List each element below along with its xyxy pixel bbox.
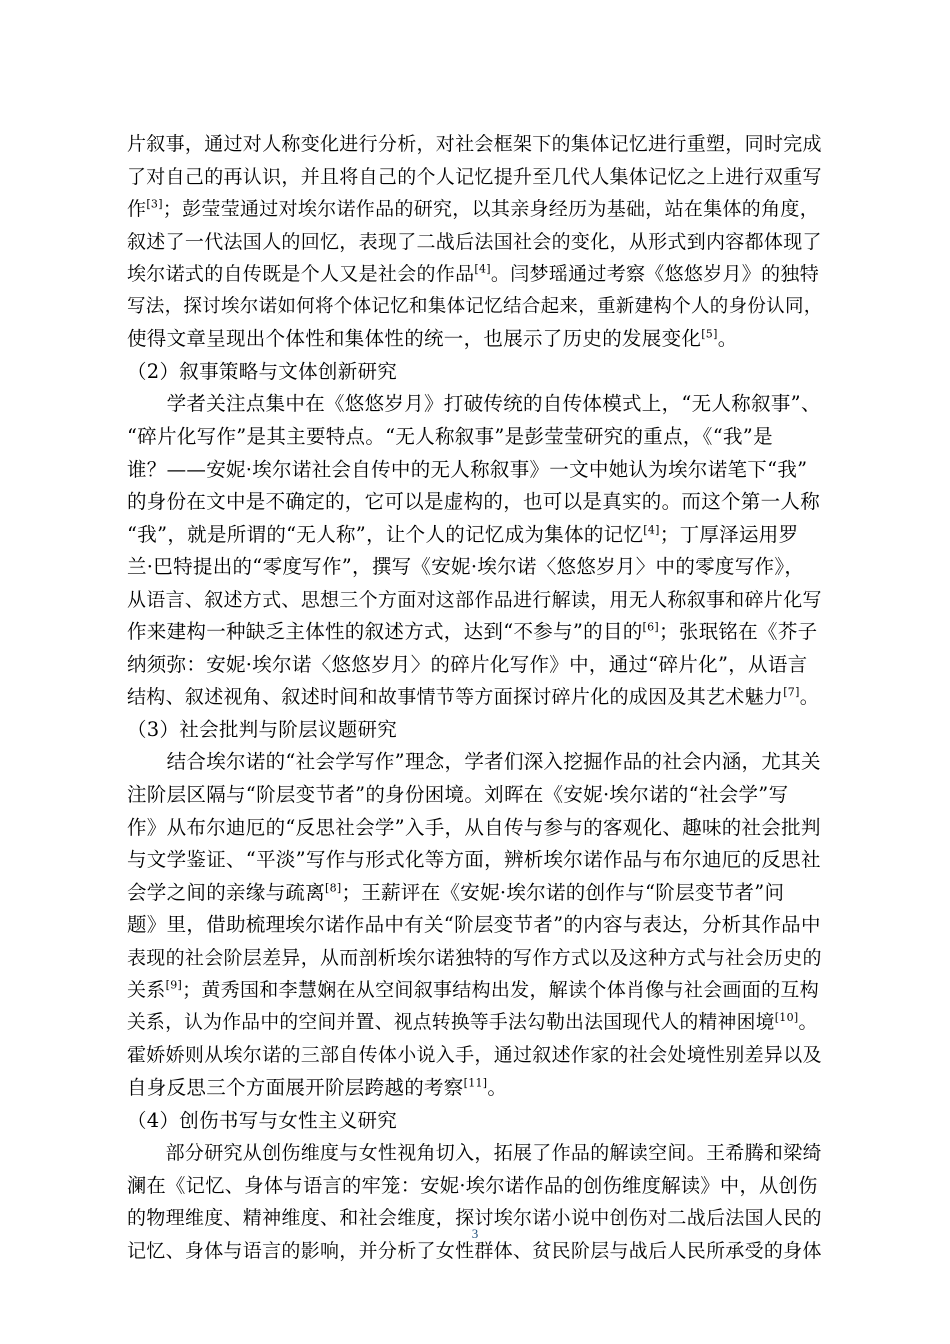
text-line: 了对自己的再认识，并且将自己的个人记忆提升至几代人集体记忆之上进行双重写 [127, 165, 822, 188]
text-line: “碎片化写作”是其主要特点。“无人称叙事”是彭莹莹研究的重点，《“我”是 [127, 424, 773, 448]
text-line: 叙述了一代法国人的回忆，表现了二战后法国社会的变化，从形式到内容都体现了 [127, 230, 822, 253]
text-line: 纳须弥：安妮·埃尔诺〈悠悠岁月〉的碎片化写作》中，通过“碎片化”，从语言 [127, 652, 808, 676]
text-line: 作》从布尔迪厄的“反思社会学”入手，从自传与参与的客观化、趣味的社会批判 [127, 815, 821, 839]
text-line: 关系，认为作品中的空间并置、视点转换等手法勾勒出法国现代人的精神困境[10]。 [127, 1010, 818, 1033]
text-line: 表现的社会阶层差异，从而剖析埃尔诺独特的写作方式以及这种方式与社会历史的 [127, 946, 822, 969]
text-line: 片叙事，通过对人称变化进行分析，对社会框架下的集体记忆进行重塑，同时完成 [127, 133, 822, 155]
text-line: 题》里，借助梳理埃尔诺作品中有关“阶层变节者”的内容与表达，分析其作品中 [127, 913, 821, 937]
text-line: 作[3]；彭莹莹通过对埃尔诺作品的研究，以其亲身经历为基础，站在集体的角度， [127, 197, 819, 221]
text-line: 兰·巴特提出的“零度写作”，撰写《安妮·埃尔诺〈悠悠岁月〉中的零度写作》， [127, 555, 805, 579]
text-line: 会学之间的亲缘与疏离[8]；王薪评在《安妮·埃尔诺的创作与“阶层变节者”问 [127, 880, 785, 904]
text-line: 学者关注点集中在《悠悠岁月》打破传统的自传体模式上，“无人称叙事”、 [127, 392, 821, 416]
text-line: 结构、叙述视角、叙述时间和故事情节等方面探讨碎片化的成因及其艺术魅力[7]。 [127, 686, 819, 709]
text-line: 部分研究从创伤维度与女性视角切入，拓展了作品的解读空间。王希腾和梁绮 [127, 1142, 822, 1165]
text-line: 作来建构一种缺乏主体性的叙述方式，达到“不参与”的目的[6]；张珉铭在《芥子 [127, 620, 818, 644]
text-line: 写法，探讨埃尔诺如何将个体记忆和集体记忆结合起来，重新建构个人的身份认同， [127, 295, 823, 317]
text-line: 的物理维度、精神维度、和社会维度，探讨埃尔诺小说中创伤对二战后法国人民的 [127, 1207, 822, 1230]
text-line: “我”，就是所谓的“无人称”，让个人的记忆成为集体的记忆[4]；丁厚泽运用罗 [127, 522, 799, 546]
text-line: 埃尔诺式的自传既是个人又是社会的作品[4]。闫梦瑶通过考察《悠悠岁月》的独特 [127, 262, 819, 286]
text-line: 注阶层区隔与“阶层变节者”的身份困境。刘晖在《安妮·埃尔诺的“社会学”写 [127, 783, 789, 806]
text-line: （3）社会批判与阶层议题研究 [127, 717, 398, 741]
text-line: 结合埃尔诺的“社会学写作”理念，学者们深入挖掘作品的社会内涵，尤其关 [127, 750, 821, 774]
text-line: 记忆、身体与语言的影响，并分析了女性群体、贫民阶层与战后人民所承受的身体 [127, 1239, 822, 1262]
text-line: （2）叙事策略与文体创新研究 [127, 359, 398, 383]
text-line: 霍娇娇则从埃尔诺的三部自传体小说入手，通过叙述作家的社会处境性别差异以及 [127, 1044, 822, 1067]
text-line: 的身份在文中是不确定的，它可以是虚构的，也可以是真实的。而这个第一人称 [127, 490, 821, 514]
text-line: 关系[9]；黄秀国和李慧娴在从空间叙事结构出发，解读个体肖像与社会画面的互构 [127, 978, 819, 1002]
text-line: 澜在《记忆、身体与语言的牢笼：安妮·埃尔诺作品的创伤维度解读》中，从创伤 [127, 1173, 818, 1197]
page-number: 3 [471, 1226, 479, 1241]
text-line: 从语言、叙述方式、思想三个方面对这部作品进行解读，用无人称叙事和碎片化写 [127, 588, 822, 611]
text-line: 谁？——安妮·埃尔诺社会自传中的无人称叙事》一文中她认为埃尔诺笔下“我” [127, 457, 808, 481]
text-line: （4）创伤书写与女性主义研究 [127, 1108, 398, 1132]
text-line: 使得文章呈现出个体性和集体性的统一，也展示了历史的发展变化[5]。 [127, 327, 738, 351]
text-line: 与文学鉴证、“平淡”写作与形式化等方面，辨析埃尔诺作品与布尔迪厄的反思社 [127, 848, 821, 872]
text-line: 自身反思三个方面展开阶层跨越的考察[11]。 [127, 1075, 508, 1099]
